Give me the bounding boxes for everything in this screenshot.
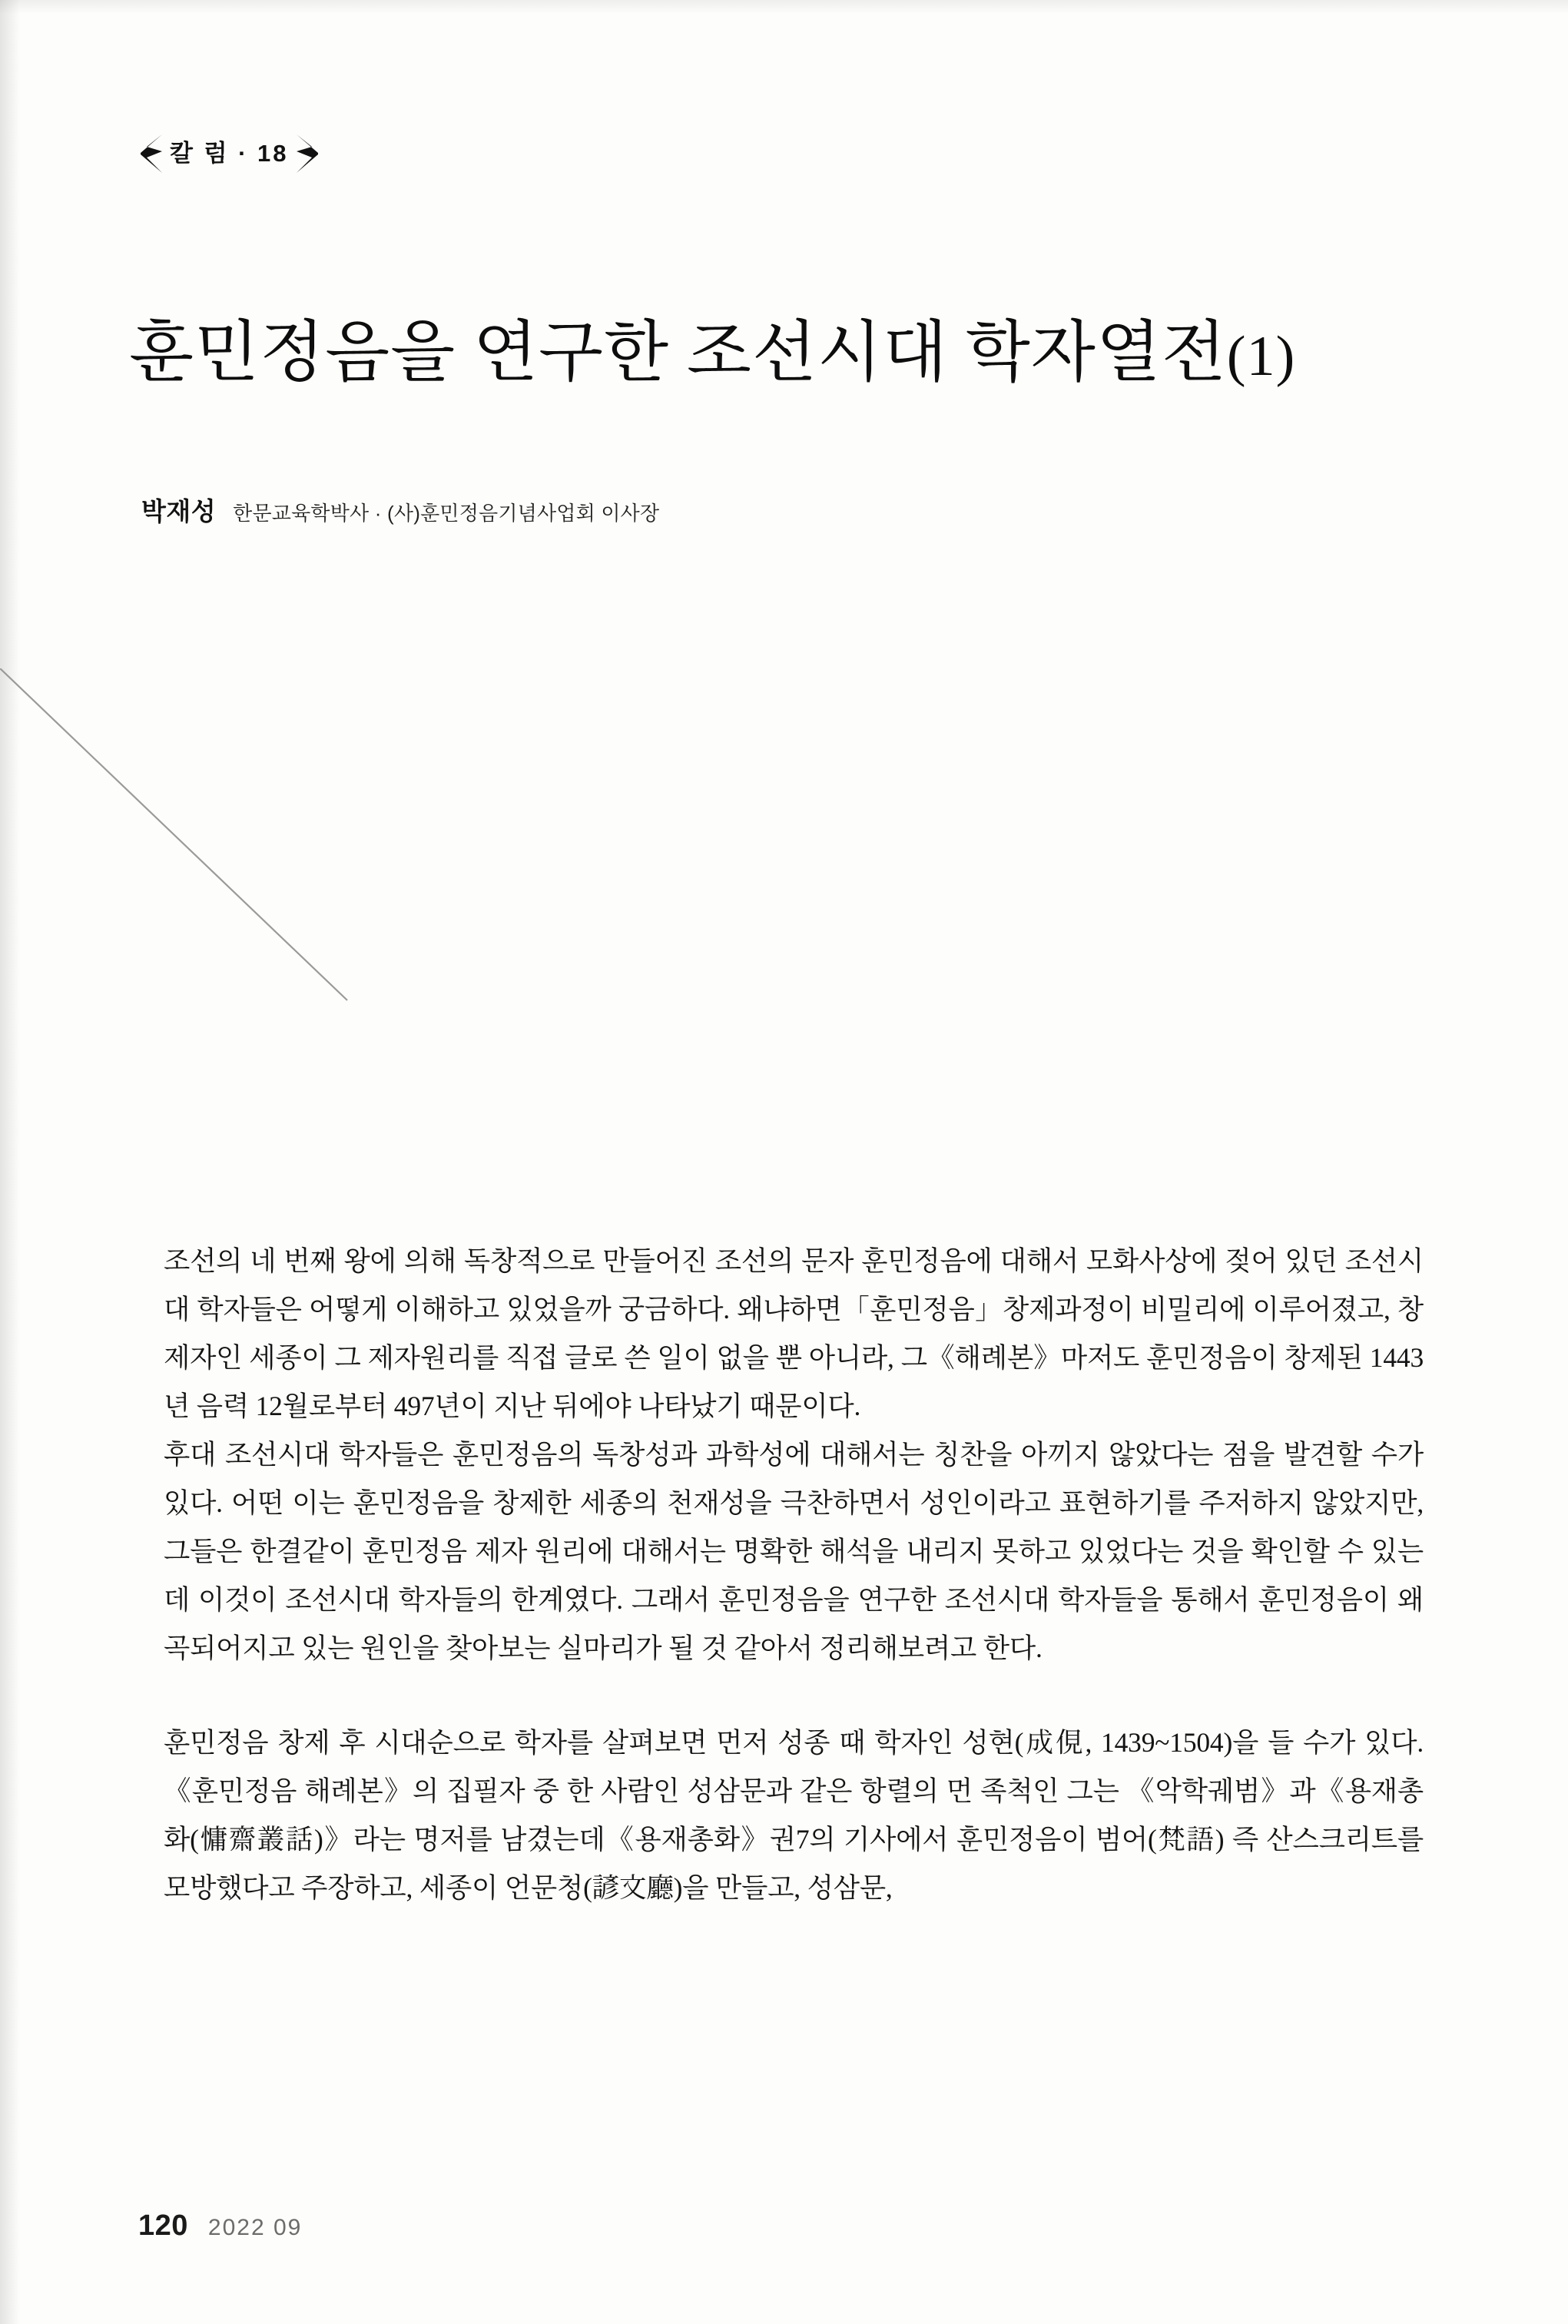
article-body [164,1237,1424,1912]
page-number: 120 [138,2210,188,2242]
body-paragraph-1: 조선의 네 번째 왕에 의해 독창적으로 만들어진 조선의 문자 훈민정음에 대해서 모화사상에 젖어 있던 조선시대 학자들은 어떻게 이해하고 있었을까 궁금하다. 왜냐하면「훈민정음」창제과정이 비밀리에 이루어졌고, 창제자인 세종이 그 제자원리를 직접 글로 쓴 일이 없을 뿐 아니라, 그《해례본》마저도 훈민정음이 창제된 1443년 음력 12월로부터 497년이 지난 뒤에야 나타났기 때문이다. [164,1245,1424,1421]
page-title [129,298,1466,394]
scan-shadow-top [0,0,1568,14]
body-paragraph-3: 훈민정음 창제 후 시대순으로 학자를 살펴보면 먼저 성종 때 학자인 성현(成俔, 1439~1504)을 들 수가 있다.《훈민정음 해례본》의 집필자 중 한 사람인 성삼문과 같은 항렬의 먼 족척인 그는 《악학궤범》과《용재총화(慵齋叢話)》라는 명저를 남겼는데《용재총화》권7의 기사에서 훈민정음이 범어(梵語) 즉 산스크리트를 모방했다고 주장하고, 세종이 언문청(諺文廳)을 만들고, 성삼문, [164,1727,1424,1903]
column-tag [141,132,318,175]
page-footer [138,2210,302,2243]
body-paragraph-2: 후대 조선시대 학자들은 훈민정음의 독창성과 과학성에 대해서는 칭찬을 아끼지 않았다는 점을 발견할 수가 있다. 어떤 이는 훈민정음을 창제한 세종의 천재성을 극찬하면서 성인이라고 표현하기를 주저하지 않았지만, 그들은 한결같이 훈민정음 제자 원리에 대해서는 명확한 해석을 내리지 못하고 있었다는 것을 확인할 수 있는데 이것이 조선시대 학자들의 한계였다. 그래서 훈민정음을 연구한 조선시대 학자들을 통해서 훈민정음이 왜곡되어지고 있는 원인을 찾아보는 실마리가 될 것 같아서 정리해보려고 한다. [164,1439,1424,1663]
author-affiliation: 한문교육학박사 · (사)훈민정음기념사업회 이사장 [233,502,660,525]
byline [141,492,659,528]
scan-shadow-left [0,0,20,2324]
column-tag-label: 칼 럼 · 18 [170,140,289,167]
issue-date: 2022 09 [207,2215,303,2240]
left-bracket-icon [141,134,164,173]
author-name: 박재성 [141,497,217,525]
page-title-suffix: (1) [1226,325,1296,389]
right-bracket-icon [295,134,318,173]
diagonal-rule [0,668,361,1014]
page-title-main: 훈민정음을 연구한 조선시대 학자열전 [129,315,1227,390]
